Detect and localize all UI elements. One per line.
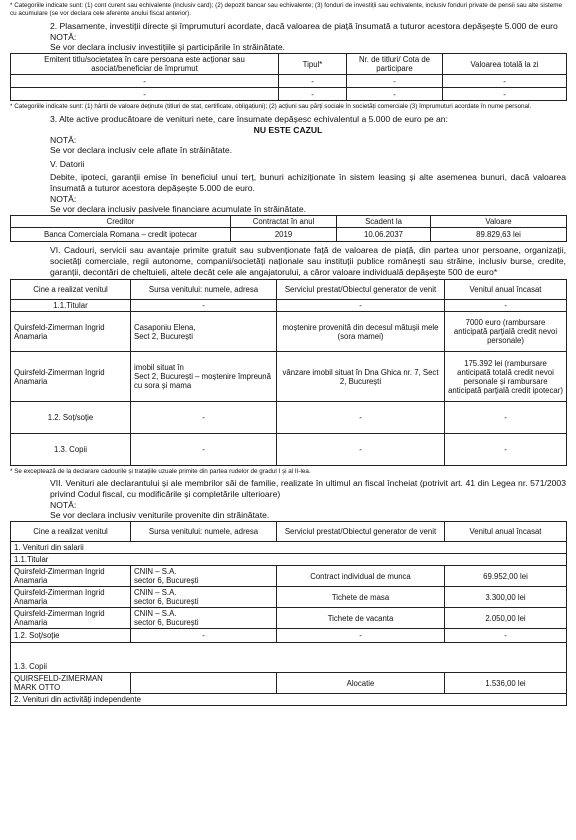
col-cine: Cine a realizat venitul	[11, 280, 131, 300]
col-venitul: Venitul anual încasat	[445, 280, 567, 300]
col-serviciul: Serviciul prestat/Obiectul generator de venit	[277, 280, 445, 300]
section-6-footnote: * Se exceptează de la declarare cadourile și tratațiile uzuale primite din partea rudelor de gradul I și al II-lea.	[10, 468, 311, 475]
col-scadent: Scadent la	[337, 216, 431, 228]
col-valoare: Valoare	[431, 216, 567, 228]
income-table	[10, 521, 567, 706]
section-7-nota: NOTĂ:	[50, 500, 77, 510]
section-3-nota: NOTĂ:	[50, 135, 77, 145]
table-row: 1. Venituri din salarii	[11, 542, 567, 554]
section-2-footnote: * Categoriile indicate sunt: (1) hârtii de valoare deținute (titluri de stat, certificate, obligațiuni); (2) acțiuni sau părți sociale în societăți comerciale (3) împrumuturi acordate în nume personal.	[10, 103, 532, 110]
section-5-title: V. Datorii	[50, 159, 85, 169]
col-venitul: Venitul anual încasat	[445, 522, 567, 542]
table-row: 1.2. Soț/soție - - -	[11, 402, 567, 434]
col-cine: Cine a realizat venitul	[11, 522, 131, 542]
investments-table	[10, 53, 567, 101]
section-3-status: NU ESTE CAZUL	[253, 125, 323, 135]
section-7-text: VII. Venituri ale declarantului și ale membrilor săi de familie, realizate în ultimul an fiscal încheiat (potrivit art. 41 din Legea nr. 571/2003 privind Codul fiscal, cu modificările și completările ulterioare)	[50, 478, 566, 499]
table-row: 2. Venituri din activități independente	[11, 694, 567, 706]
section-2-nota: NOTĂ:	[50, 32, 77, 42]
col-tipul: Tipul*	[279, 54, 347, 75]
section-2-note: Se vor declara inclusiv investițiile și participările în străinătate.	[50, 42, 285, 52]
table-row: QUIRSFELD-ZIMERMAN MARK OTTO Alocatie 1.536,00 lei	[11, 673, 567, 694]
table-row: - - - -	[11, 75, 567, 88]
section-3-title: 3. Alte active producătoare de venituri nete, care însumate depășesc echivalentul a 5.000 de euro pe an:	[50, 114, 448, 124]
gifts-table	[10, 279, 567, 466]
col-contractat: Contractat în anul	[231, 216, 337, 228]
section-7-note: Se vor declara inclusiv veniturile provenite din străinătate.	[50, 510, 270, 520]
table-row: - - - -	[11, 88, 567, 101]
table-row: Quirsfeld-Zimerman Ingrid Anamaria CNIN – S.A. sector 6, București Tichete de vacanta 2.050,00 lei	[11, 608, 567, 629]
table-row: Quirsfeld-Zimerman Ingrid Anamaria Casaponiu Elena, Sect 2, București moștenire provenită din decesul mătușii mele (sora mamei) 7000 euro (rambursare anticipată parțială credit nevoi personale)	[11, 312, 567, 352]
table-row: 1.1.Titular - - -	[11, 300, 567, 312]
table-row: Quirsfeld-Zimerman Ingrid Anamaria CNIN – S.A. sector 6, București Tichete de masa 3.300,00 lei	[11, 587, 567, 608]
col-sursa: Sursa venitului: numele, adresa	[131, 280, 277, 300]
col-serviciul: Serviciul prestat/Obiectul generator de venit	[277, 522, 445, 542]
col-creditor: Creditor	[11, 216, 231, 228]
debts-table	[10, 215, 567, 242]
section-5-note: Se vor declara inclusiv pasivele financiare acumulate în străinătate.	[50, 204, 307, 214]
col-emitent: Emitent titlu/societatea în care persoana este acționar sau asociat/beneficiar de împrumut	[11, 54, 279, 75]
section-2-title: 2. Plasamente, investiții directe și împrumuturi acordate, dacă valoarea de piață însumată a tuturor acestora depășește 5.000 de euro	[50, 21, 558, 31]
section-5-nota: NOTĂ:	[50, 194, 77, 204]
col-valoarea: Valoarea totală la zi	[443, 54, 567, 75]
table-row: Quirsfeld-Zimerman Ingrid Anamaria imobil situat în Sect 2, București – moștenire împreună cu sora și mama vânzare imobil situat în Dna Ghica nr. 7, Sect 2, București 175.392 lei (rambursare anticipată totală credit nevoi personale și rambursare anticipată parțială credit ipotecar)	[11, 352, 567, 402]
table-row: Quirsfeld-Zimerman Ingrid Anamaria CNIN – S.A. sector 6, București Contract individual de munca 69.952,00 lei	[11, 566, 567, 587]
table-row: 1.3. Copii - - -	[11, 434, 567, 466]
table-row: Banca Comerciala Romana – credit ipotecar 2019 10.06.2037 89.829,63 lei	[11, 228, 567, 242]
section-5-text: Debite, ipoteci, garanții emise în beneficiul unui terț, bunuri achiziționate în sistem leasing și alte asemenea bunuri, dacă valoarea însumată a tuturor acestora depășește 5.000 de euro.	[50, 172, 566, 193]
table-row: 1.3. Copii	[11, 643, 567, 673]
top-footnote: * Categoriile indicate sunt: (1) cont curent sau echivalente (inclusiv card); (2) depozit bancar sau echivalente; (3) fonduri de investiții sau echivalente, inclusiv fonduri private de pensii sau alte sisteme cu acumulare (se vor declara cele aferente anului fiscal anterior).	[10, 2, 562, 17]
col-sursa: Sursa venitului: numele, adresa	[131, 522, 277, 542]
table-row: 1.1.Titular	[11, 554, 567, 566]
col-nr-titluri: Nr. de titluri/ Cota de participare	[347, 54, 443, 75]
table-row: 1.2. Soț/soție - - -	[11, 629, 567, 643]
section-3-note: Se vor declara inclusiv cele aflate în străinătate.	[50, 145, 232, 155]
section-6-text: VI. Cadouri, servicii sau avantaje primite gratuit sau subvenționate față de valoarea de piață, din partea unor persoane, organizații, societăți comerciale, regii autonome, companii/societăți naționale sau instituții publice românești sau străine, inclusiv burse, credite, garanții, decontări de cheltuieli, altele decât cele ale angajatorului, a căror valoare individuală depășește 500 de euro*	[50, 245, 566, 277]
